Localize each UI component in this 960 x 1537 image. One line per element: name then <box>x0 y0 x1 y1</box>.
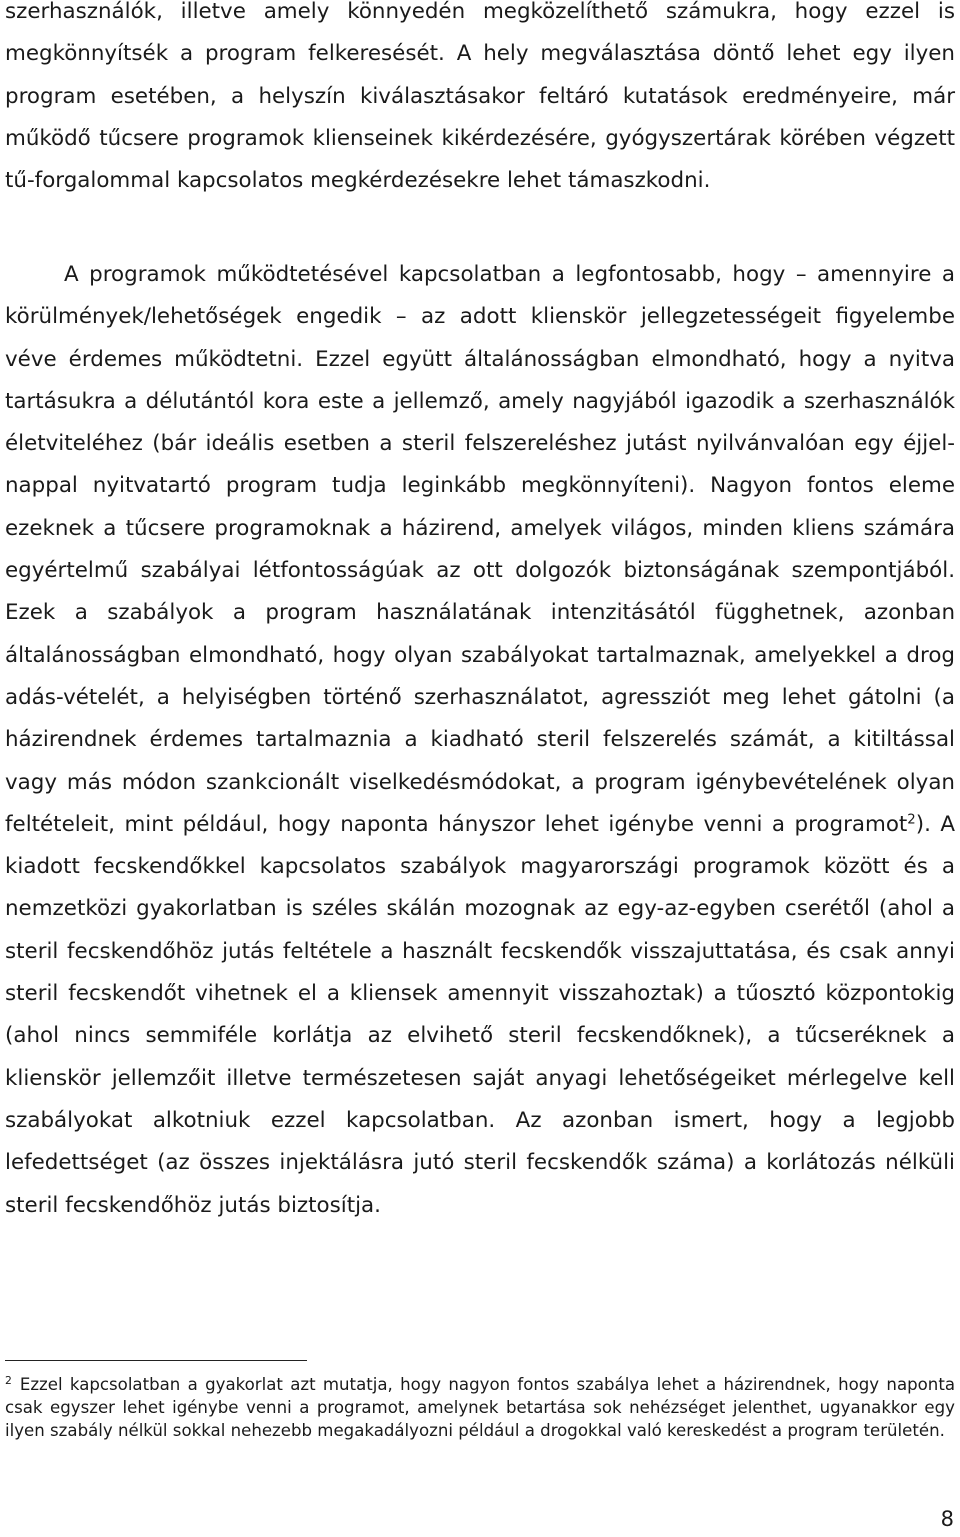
footnote-separator <box>5 1360 307 1361</box>
footnote-number: 2 <box>5 1374 12 1388</box>
footnote <box>5 1373 955 1443</box>
body-paragraph-1: szerhasználók, illetve amely könnyedén megközelíthető számukra, hogy ezzel is megkönnyítsék a program felkeresését. A hely megválasztása döntő lehet egy ilyen program esetében, a helyszín kiválasztásakor feltáró kutatások eredményeire, már működő tűcsere programok klienseinek kikérdezésére, gyógyszertárak körében végzett tű-forgalommal kapcsolatos megkérdezésekre lehet támaszkodni. <box>5 0 955 194</box>
body-paragraph-2 <box>5 254 955 1227</box>
footnote-text: Ezzel kapcsolatban a gyakorlat azt mutatja, hogy nagyon fontos szabálya lehet a házirendnek, hogy naponta csak egyszer lehet igénybe venni a programot, amelynek betartása sok nehézséget jelenthet, ugyanakkor egy ilyen szabály nélkül sokkal nehezebb megakadályozni például a drogokkal való kereskedést a program területén. <box>5 1375 955 1441</box>
paragraph-2-text-b: ). A kiadott fecskendőkkel kapcsolatos szabályok magyarországi programok között és a nemzetközi gyakorlatban is széles skálán mozognak az egy-az-egyben cserétől (ahol a steril fecskendőhöz jutás feltétele a használt fecskendők visszajuttatása, és csak annyi steril fecskendőt vihetnek el a kliensek amennyit visszahoztak) a tűosztó központokig (ahol nincs semmiféle korlátja az elvihető steril fecskendőknek), a tűcseréknek a klienskör jellemzőit illetve természetesen saját anyagi lehetőségeiket mérlegelve kell szabályokat alkotniuk ezzel kapcsolatban. Az azonban ismert, hogy a legjobb lefedettséget (az összes injektálásra jutó steril fecskendők száma) a korlátozás nélküli steril fecskendőhöz jutás biztosítja. <box>5 811 956 1218</box>
footnote-reference[interactable]: 2 <box>907 812 916 828</box>
paragraph-2-text-a: A programok működtetésével kapcsolatban a legfontosabb, hogy – amennyire a körülmények/lehetőségek engedik – az adott klienskör jellegzetességeit figyelembe véve érdemes működtetni. Ezzel együtt általánosságban elmondható, hogy a nyitva tartásukra a délutántól kora este a jellemző, amely nagyjából igazodik a szerhasználók életviteléhez (bár ideális esetben a steril felszereléshez jutást nyilvánvalóan egy éjjel-nappal nyitvatartó program tudja leginkább megkönnyíteni). Nagyon fontos eleme ezeknek a tűcsere programoknak a házirend, amelyek világos, minden kliens számára egyértelmű szabályai létfontosságúak az ott dolgozók biztonságának szempontjából. Ezek a szabályok a program használatának intenzitásától függhetnek, azonban általánosságban elmondható, hogy olyan szabályokat tartalmaznak, amelyekkel a drog adás-vételét, a helyiségben történő szerhasználatot, agressziót meg lehet gátolni (a házirendnek érdemes tartalmaznia a kiadható steril felszerelés számát, a kitiltással vagy más módon szankcionált viselkedésmódokat, a program igénybevételének olyan feltételeit, mint például, hogy naponta hányszor lehet igénybe venni a programot <box>5 262 955 837</box>
page-number: 8 <box>940 1507 954 1531</box>
